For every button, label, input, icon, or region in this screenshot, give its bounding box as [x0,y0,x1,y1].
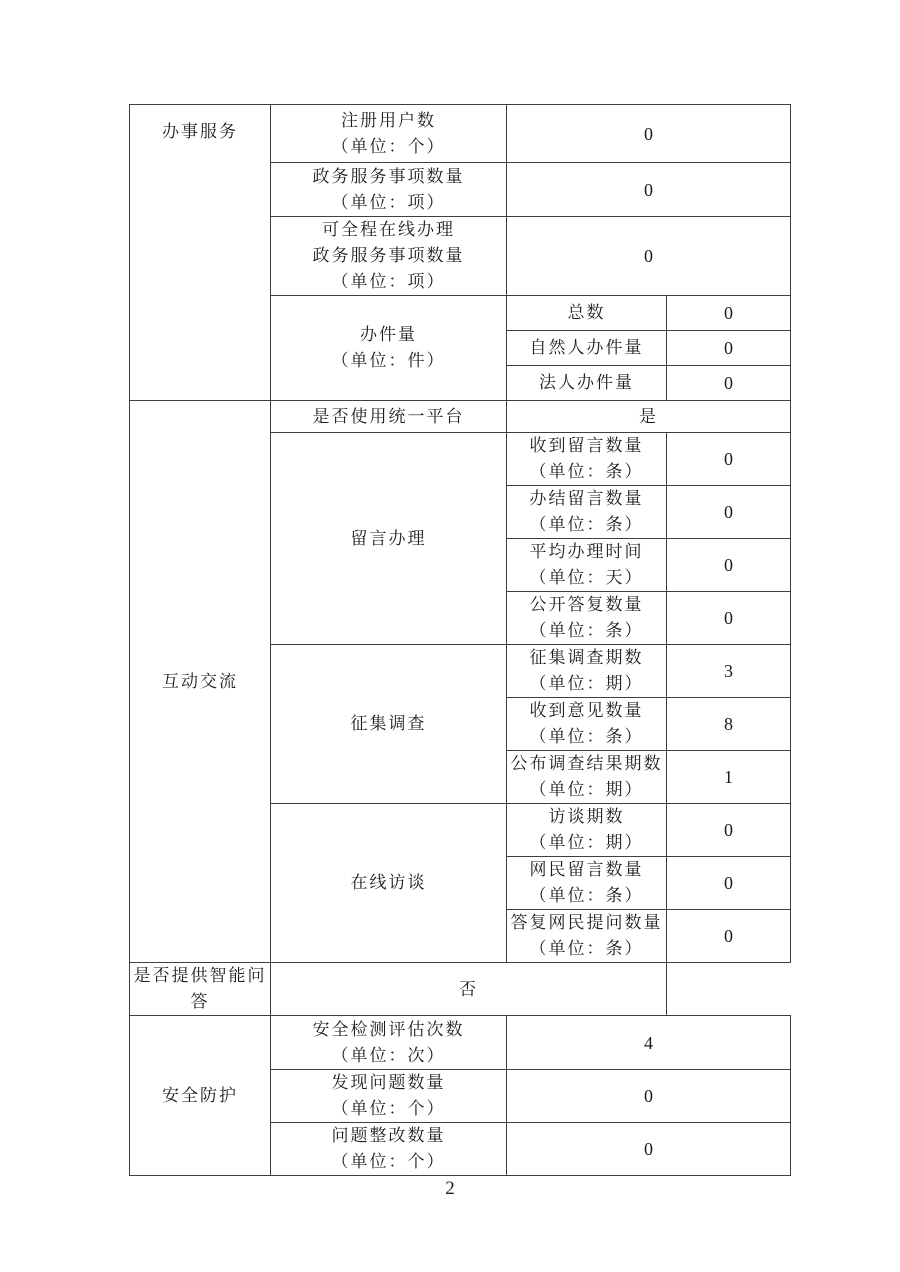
metric-label-cell [271,217,507,296]
sub-metric-label: 访谈期数 [548,807,625,826]
metric-value: 0 [667,331,791,366]
metric-unit: （单位：个） [331,1152,446,1171]
metric-value: 0 [507,105,791,163]
metric-value: 0 [507,1070,791,1123]
metric-unit: （单位：条） [529,515,644,534]
metric-group-cell [271,433,507,645]
metric-unit: （单位：个） [331,136,446,156]
sub-metric-label: 答复网民提问数量 [510,913,663,932]
metric-group-cell [271,804,507,963]
sub-metric-label: 法人办件量 [507,366,667,401]
metric-unit: （单位：期） [529,780,644,799]
table-row [130,105,791,163]
metric-value: 1 [667,751,791,804]
metric-label-cell [271,401,507,433]
metric-label-cell [271,1123,507,1176]
metric-unit: （单位：件） [331,351,446,370]
sub-metric-label-cell [507,645,667,698]
metric-unit: （单位：条） [529,886,644,905]
table-row [130,401,791,433]
metric-label-cell [271,163,507,217]
metric-label: 安全检测评估次数 [312,1019,465,1039]
metric-label: 可全程在线办理 [322,220,455,239]
metric-value: 0 [667,539,791,592]
table-row [130,1016,791,1070]
sub-metric-label: 收到留言数量 [529,436,644,455]
metric-label: 政务服务事项数量 [312,246,465,265]
metric-value: 0 [507,217,791,296]
sub-metric-label: 总数 [507,296,667,331]
metric-value: 0 [667,857,791,910]
metric-label: 注册用户数 [341,110,436,130]
metric-group-label: 办件量 [360,325,417,344]
metric-group-cell [271,296,507,401]
metric-value: 0 [667,592,791,645]
metric-unit: （单位：个） [331,1099,446,1118]
table-row [130,963,791,1016]
metric-value: 0 [507,163,791,217]
sub-metric-label: 自然人办件量 [507,331,667,366]
sub-metric-label: 公布调查结果期数 [510,754,663,773]
sub-metric-label-cell [507,698,667,751]
metric-unit: （单位：条） [529,462,644,481]
metric-value: 0 [667,366,791,401]
sub-metric-label-cell [507,592,667,645]
sub-metric-label-cell [507,751,667,804]
sub-metric-label: 办结留言数量 [529,489,644,508]
metric-label-cell [130,963,271,1016]
metric-value: 0 [667,433,791,486]
metric-unit: （单位：条） [529,621,644,640]
metric-value: 8 [667,698,791,751]
sub-metric-label: 网民留言数量 [529,860,644,879]
metric-group-cell [271,645,507,804]
metric-value: 0 [667,296,791,331]
metric-value: 否 [271,963,667,1016]
category-cell [130,1016,271,1176]
metric-unit: （单位：项） [331,192,446,212]
page-number: 2 [445,1178,455,1199]
metric-label-cell [271,1016,507,1070]
metric-unit: （单位：条） [529,727,644,746]
metric-group-label: 征集调查 [350,714,427,733]
metric-label: 是否使用统一平台 [312,406,465,426]
metric-value: 0 [507,1123,791,1176]
metric-value: 0 [667,804,791,857]
sub-metric-label: 征集调查期数 [529,648,644,667]
sub-metric-label-cell [507,486,667,539]
sub-metric-label-cell [507,804,667,857]
sub-metric-label-cell [507,857,667,910]
category-label: 互动交流 [162,671,238,691]
category-cell [130,401,271,963]
category-cell [130,105,271,401]
metric-group-label: 留言办理 [350,528,427,548]
sub-metric-label-cell [507,433,667,486]
metric-unit: （单位：次） [331,1045,446,1065]
metric-label: 是否提供智能问答 [133,966,267,1011]
metric-label-cell [271,105,507,163]
metric-value: 0 [667,486,791,539]
metric-label: 政务服务事项数量 [312,166,465,186]
metric-value: 3 [667,645,791,698]
metric-value: 是 [507,401,791,433]
metric-label: 问题整改数量 [331,1126,446,1145]
metric-unit: （单位：期） [529,833,644,852]
metric-unit: （单位：天） [529,568,644,587]
sub-metric-label: 平均办理时间 [529,542,644,561]
metric-label: 发现问题数量 [331,1073,446,1092]
metric-unit: （单位：条） [529,939,644,958]
metric-value: 0 [667,910,791,963]
category-label: 安全防护 [162,1085,238,1105]
metric-group-label: 在线访谈 [350,873,427,892]
metric-unit: （单位：项） [331,272,446,291]
sub-metric-label: 收到意见数量 [529,701,644,720]
sub-metric-label-cell [507,539,667,592]
metric-value: 4 [507,1016,791,1070]
sub-metric-label: 公开答复数量 [529,595,644,614]
sub-metric-label-cell [507,910,667,963]
report-table [129,104,791,1176]
metric-unit: （单位：期） [529,674,644,693]
metric-label-cell [271,1070,507,1123]
category-label: 办事服务 [162,122,238,141]
